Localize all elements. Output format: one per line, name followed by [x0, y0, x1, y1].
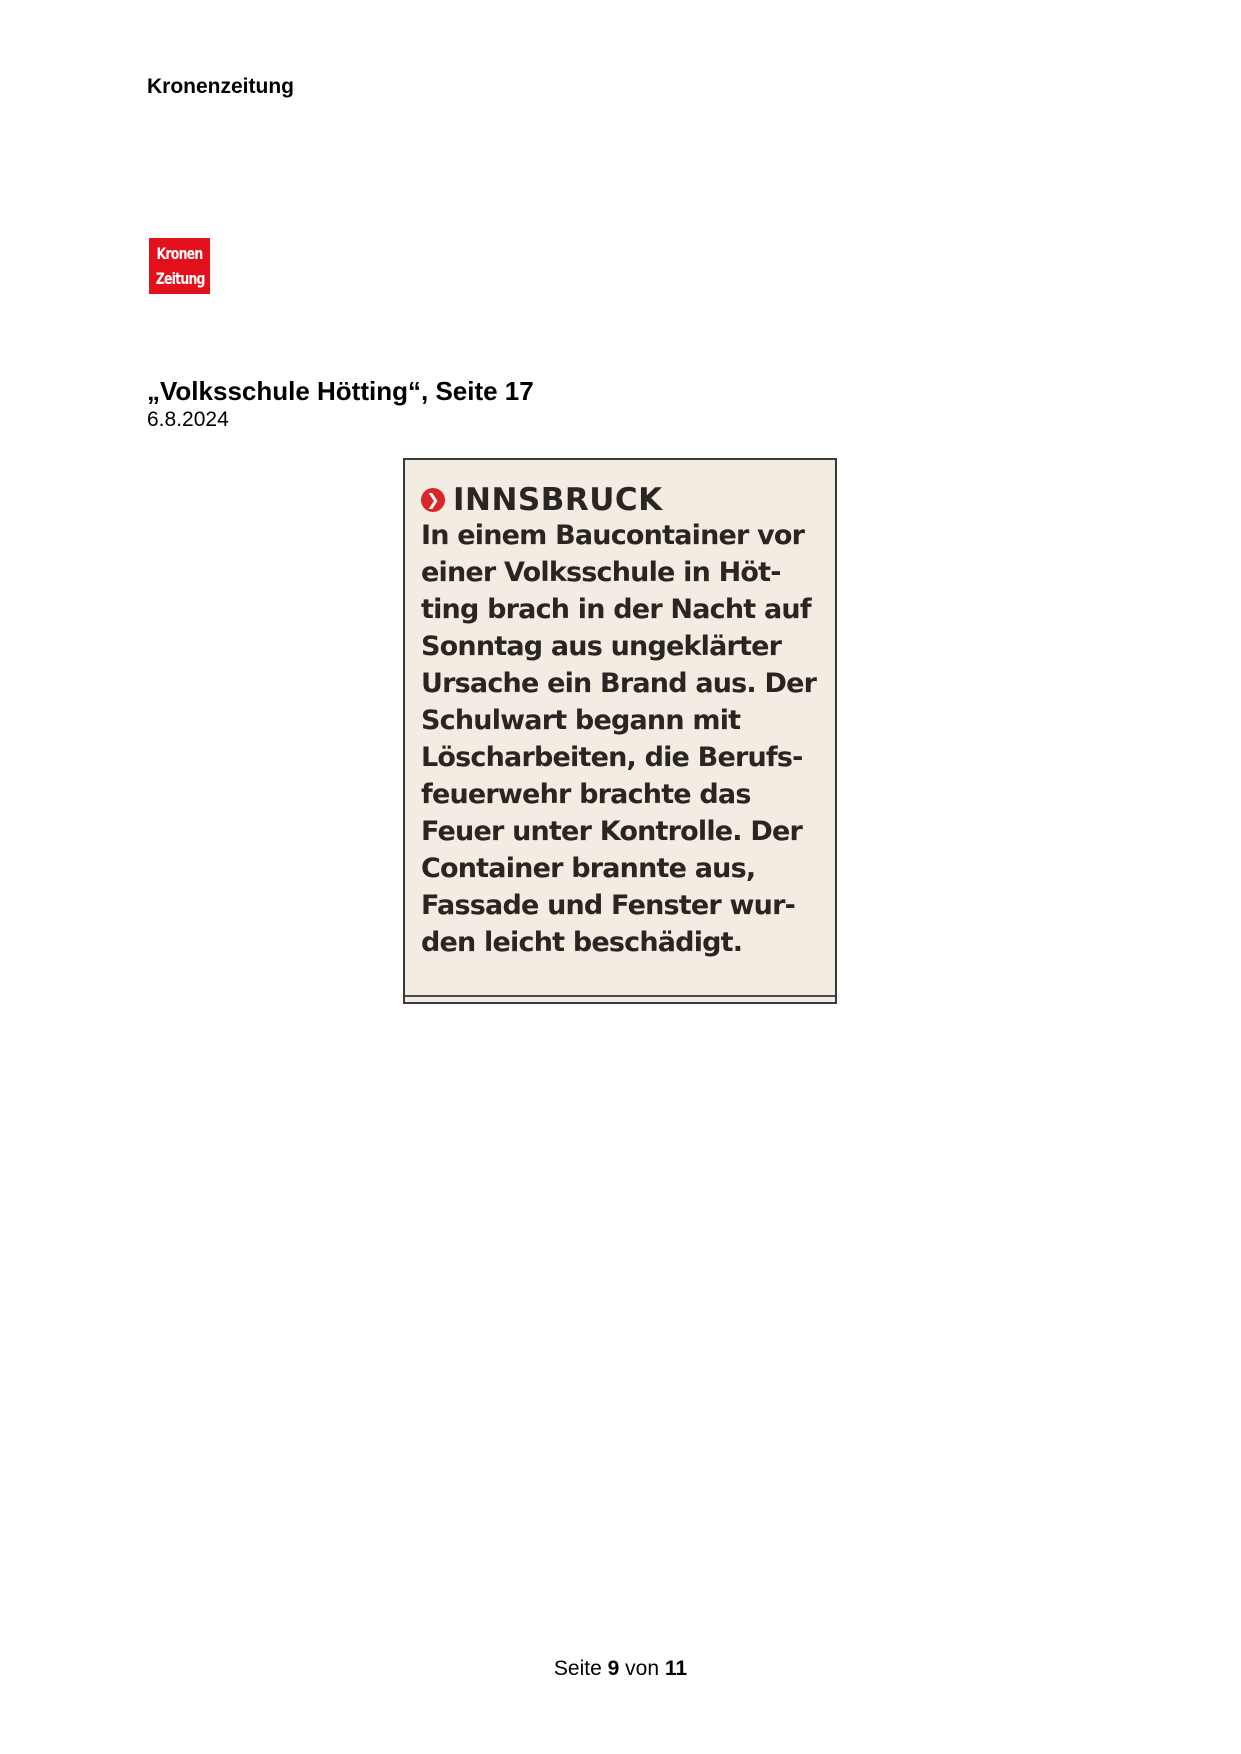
- kronen-zeitung-logo: [149, 238, 210, 294]
- clipping-line: Ursache ein Brand aus. Der: [421, 668, 817, 699]
- total-pages-number: 11: [664, 1657, 688, 1680]
- clipping-line: Schulwart begann mit: [421, 705, 741, 736]
- clipping-line: Sonntag aus ungeklärter: [421, 631, 782, 662]
- clipping-heading: [421, 482, 663, 518]
- clipping-line: einer Volksschule in Höt-: [421, 557, 781, 588]
- clipping-body: [421, 517, 831, 961]
- newspaper-clipping: [403, 458, 837, 1004]
- page-footer: [0, 1656, 1241, 1682]
- article-title: „Volksschule Hötting“, Seite 17: [147, 376, 534, 406]
- arrow-right-circle-icon: ❯: [421, 488, 445, 512]
- clipping-line: Löscharbeiten, die Berufs-: [421, 742, 803, 773]
- article-date: 6.8.2024: [147, 408, 229, 431]
- clipping-line: Container brannte aus,: [421, 853, 756, 884]
- footer-prefix: Seite: [553, 1657, 602, 1680]
- clipping-line: feuerwehr brachte das: [421, 779, 751, 810]
- clipping-line: In einem Baucontainer vor: [421, 520, 805, 551]
- clipping-line: ting brach in der Nacht auf: [421, 594, 811, 625]
- clipping-line: Fassade und Fenster wur-: [421, 890, 796, 921]
- logo-line-1: Kronen: [156, 244, 203, 263]
- current-page-number: 9: [607, 1657, 620, 1680]
- clipping-line: den leicht beschädigt.: [421, 927, 743, 958]
- logo-line-2: Zeitung: [155, 269, 205, 288]
- clipping-line: Feuer unter Kontrolle. Der: [421, 816, 802, 847]
- clipping-city: INNSBRUCK: [453, 482, 663, 518]
- source-name: Kronenzeitung: [147, 75, 294, 98]
- footer-separator: von: [625, 1657, 660, 1680]
